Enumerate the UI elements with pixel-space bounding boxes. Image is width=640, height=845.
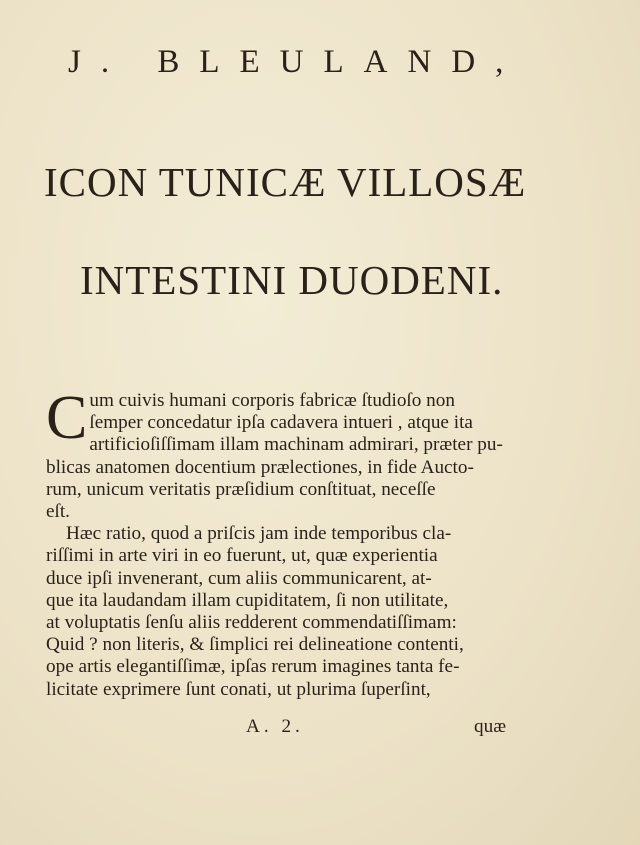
text-line: blicas anatomen docentium prælectiones, in fide Aucto- <box>46 456 474 478</box>
text-line: Hæc ratio, quod a priſcis jam inde temporibus cla- <box>66 523 452 545</box>
text-line: artificioſiſſimam illam machinam admirari, præter pu- <box>89 434 503 456</box>
author-header: J. BLEULAND, <box>68 44 524 80</box>
text-line: Quid ? non literis, & ſimplici rei delineatione contenti, <box>46 634 464 656</box>
text-line: um cuivis humani corporis fabricæ ſtudioſo non <box>89 390 455 411</box>
text-line: at voluptatis ſenſu aliis redderent commendatiſſimam: <box>46 612 457 634</box>
text-line: ope artis elegantiſſimæ, ipſas rerum imagines tanta fe- <box>46 656 460 678</box>
drop-cap: C <box>46 384 88 452</box>
paragraph-2 <box>46 523 506 701</box>
title-line-1: ICON TUNICÆ VILLOSÆ <box>44 159 527 205</box>
text-line: rum, unicum veritatis præſidium conſtituat, neceſſe <box>46 478 436 500</box>
text-line: riſſimi in arte viri in eo fuerunt, ut, quæ experientia <box>46 545 438 567</box>
signature-mark: A. 2. <box>246 716 304 737</box>
catchword: quæ <box>474 716 506 737</box>
page-footer <box>46 716 506 740</box>
text-line: licitate exprimere ſunt conati, ut plurima ſuperſint, <box>46 678 431 700</box>
text-line: ſemper concedatur ipſa cadavera intueri , atque ita <box>89 412 473 434</box>
body-text <box>46 384 506 701</box>
text-line: que ita laudandam illam cupiditatem, ſi non utilitate, <box>46 589 449 611</box>
paragraph-1 <box>46 384 506 523</box>
title-line-2: INTESTINI DUODENI. <box>80 257 504 303</box>
text-line: duce ipſi invenerant, cum aliis communicarent, at- <box>46 567 432 589</box>
text-line: eſt. <box>46 501 70 523</box>
